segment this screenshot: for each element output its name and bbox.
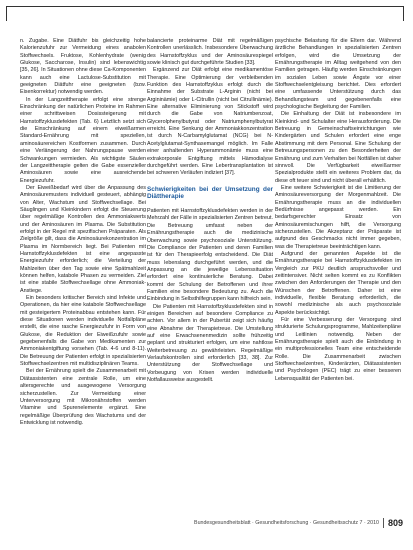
- column-middle: [147, 38, 273, 384]
- column-left: [20, 38, 146, 427]
- column-right: [275, 38, 401, 383]
- paragraph: Patienten mit Harnstoffzyklusdefekten werden in der Mehrzahl der Fälle in spezialisierten Zentren betreut. Die Betreuung umfasst neben der Ernährungstherapie auch die medizinische Überwachung sowie psychosoziale Unterstützung. Die Compliance der Patienten und deren Familien ist für den Therapieerfolg entscheidend. Die Diät muss lebenslang durchgeführt werden, und die Anpassung an die jeweilige Lebenssituation erfordert eine kontinuierliche Beratung. Dabei kommt der Schulung der Betroffenen und ihrer Familien eine besondere Bedeutung zu. Auch die Einbindung in Selbsthilfegruppen kann hilfreich sein.: [147, 208, 273, 303]
- paragraph: Bei der Ernährung spielt die Zusammenarbeit mit Diätassistenten eine zentrale Rolle, um eine altersgerechte und ausgewogene Versorgung sicherzustellen. Zur Vermeidung einer Unterversorgung mit Mikronährstoffen werden Vitamine und Spurenelemente ergänzt. Eine regelmäßige Überprüfung des Wachstums und der Entwicklung ist notwendig.: [20, 368, 146, 426]
- paragraph: balancierte proteinarme Diät mit regelmäßigen Kontrollen unerlässlich. Insbesondere Überwachung des Harnstoffzyklus und der Aminosäurespiegel sowie klinisch gut durchgeführte Studien [33].: [147, 38, 273, 67]
- paragraph: In der Langzeittherapie erfolgt eine strenge Einschränkung der natürlichen Proteine im Rahmen einer schrittweisen Dosissteigerung mit Harnstoffzyklusdefekten (Tab. 6) Letztlich setzt sich die Einschränkung auf einem eiweißarmen Standard-Ernährung mit speziellen, aminosäurereichen Kostformen zusammen. Durch eine Verlängerung der Nahrungspause werden Schwankungen vermieden. Als wichtigste Säulen der Langzeittherapie gelten die Gabe essenzieller Aminosäuren sowie eine ausreichende Energiezufuhr.: [20, 96, 146, 184]
- page-footer: [194, 517, 403, 529]
- paragraph: Die Patienten mit Harnstoffzyklusdefekten sind in einigen Bereichen auf besondere Compliance zu achten. Vor allem in der Pubertät zeigt sich häufig eine Abnahme der Therapietreue. Die Umstellung auf eine Erwachsenenmedizin sollte frühzeitig geplant und strukturiert erfolgen, um eine nahtlose Weiterbetreuung zu gewährleisten. Regelmäßige Verlaufskontrollen sind erforderlich [33, 38]. Zur Unterstützung der Stoffwechsellage und Vorbeugung von Krisen werden individuelle Notfallausweise ausgestellt.: [147, 303, 273, 384]
- paragraph: Ein besonders kritischer Bereich sind Infekte und Operationen, da hier eine katabole Stoffwechsellage mit gesteigertem Proteinabbau entstehen kann. Für diese Situationen werden individuelle Notfallpläne erstellt, die eine rasche Energiezufuhr in Form von Glukose, die Reduktion der Eiweißzufuhr sowie gegebenenfalls die Gabe von Medikamenten zur Ammoniakentgiftung vorsehen (Tab. 4-6 und 8-11). Die Betreuung der Patienten erfolgt in spezialisierten Stoffwechselzentren mit multidisziplinären Teams.: [20, 295, 146, 368]
- paragraph: Aufgrund der genannten Aspekte ist die Ernährungstherapie bei Harnstoffzyklusdefekten im Vergleich zur PKU deutlich anspruchsvoller und zeitintensiver. Nicht selten kommt es zu Konflikten zwischen den Anforderungen der Therapie und den Wünschen der Betroffenen. Daher ist eine individuelle, flexible Beratung erforderlich, die sowohl medizinische als auch psychosoziale Aspekte berücksichtigt.: [275, 250, 401, 316]
- paragraph: Für eine Verbesserung der Versorgung sind strukturierte Schulungsprogramme, Mahlzeitenpläne und Leitlinien notwendig. Neben der Ernährungstherapie spielt auch die Einbindung in ein multiprofessionelles Team eine entscheidende Rolle. Die Zusammenarbeit zwischen Stoffwechselzentren, Kinderärzten, Diätassistenten und Psychologen (PEC) trägt zu einer besseren Lebensqualität der Patienten bei.: [275, 317, 401, 382]
- paragraph: Eine weitere Schwierigkeit ist die Limitierung der Aminosäureversorgung der Morgenmahlzeit. Die Ernährungstherapie muss an die individuellen Bedürfnisse angepasst werden. Ein bedarfsgerechter Einsatz von Aminosäuremischungen hilft, die Versorgung sicherzustellen. Die Akzeptanz der Präparate ist aufgrund des Geschmacks nicht immer gegeben, was die Therapietreue beeinträchtigen kann.: [275, 184, 401, 250]
- paragraph: n. Zugabe. Eine Diätfuhr bis gleichzeitig hohe Kalorienzufuhr zur Vermeidung eines anabolen Stoffwechsels. Fruktose, Kohlenhydrate (wenig Glukose, Saccharose, Insulin) sind lebenswichtig [35, 26]. In Situationen ohne diese Ca-Komponenten kann auch eine Lactulose-Substitution mit geeigneten Diätfuhr eine geeigneten (bzw. Eisenkorrektur) notwendig werden.: [20, 38, 146, 96]
- paragraph: Die Einhaltung der Diät ist insbesondere im Kleinkind- und Schulalter eine Herausforderung. Die Betreuung in Gemeinschaftseinrichtungen wie Kindergärten und Schulen erfordert eine enge Abstimmung mit dem Personal. Eine Schulung der Betreuungspersonen zu den Besonderheiten der Ernährung und zum Verhalten bei Notfällen ist daher sinnvoll. Die Verfügbarkeit eiweißarmer Spezialprodukte stellt ein weiteres Problem dar, da diese oft teuer sind und nicht überall erhältlich.: [275, 111, 401, 184]
- paragraph: Ergänzend zur Diät erfolgt eine medikamentöse Therapie. Eine Optimierung der verbleibenden Funktion des Harnstoffzyklus erfolgt durch die Einnahme der Substrate L-Arginin (nicht bei Argininämie) oder L-Citrullin (nicht bei Citrullinämie). Eine alternative Eliminierung von Stickstoff wird durch die Gabe von Natriumbenzoat, Glycerolphenylbutyrat oder Natriumphenylbutyrat erreicht. Eine Senkung der Ammoniakkonzentration ist durch N-Carbamylglutamat (NCG) bei N-Acetylglutamat-Synthasemangel möglich. Im Falle einer anhaltenden Hyperammonämie muss eine extrakorporale Entgiftung mittels Hämodialyse durchgeführt werden. Eine Lebertransplantation ist bei schweren Verläufen indiziert [37].: [147, 67, 273, 177]
- footer-divider: [383, 518, 384, 528]
- header-frame: [6, 6, 404, 21]
- paragraph: Der Eiweißbedarf wird über die Anpassung des Aminosäuremusters individuell gesteuert, abhängig von Alter, Wachstum und Stoffwechsellage. Bei Säuglingen und Kleinkindern erfolgt die Steuerung über regelmäßige Kontrollen des Ammoniakwerts und der Aminosäuren im Plasma. Die Substitution erfolgt in der Regel mit spezifischen Präparaten. Als Zielgröße gilt, dass die Aminosäurekonzentration im Plasma im Normbereich liegt. Bei Patienten mit Harnstoffzyklusdefekten ist eine angepasste Energiezufuhr erforderlich; die Verteilung der Mahlzeiten über den Tag sowie eine Spätmahlzeit können helfen, katabole Phasen zu vermeiden. Ziel ist eine stabile Stoffwechsellage ohne Ammoniak-Anstiege.: [20, 184, 146, 294]
- journal-citation: Bundesgesundheitsblatt · Gesundheitsforschung · Gesundheitsschutz 7 · 2010: [194, 520, 379, 526]
- paragraph: psychische Belastung für die Eltern dar. Während ärztliche Behandlungen in spezialisierten Zentren erfolgen, wird die Umsetzung der Ernährungstherapie im Alltag weitgehend von den Familien getragen. Häufig werden Einschränkungen im sozialen Leben sowie Ängste vor einer Stoffwechselentgleisung berichtet. Dies erfordert eine umfassende Unterstützung durch das Behandlungsteam und gegebenenfalls eine psychologische Begleitung der Familien.: [275, 38, 401, 111]
- section-heading: Schwierigkeiten bei der Umsetzung der Diättherapie: [147, 185, 273, 201]
- page-number: 809: [387, 518, 403, 528]
